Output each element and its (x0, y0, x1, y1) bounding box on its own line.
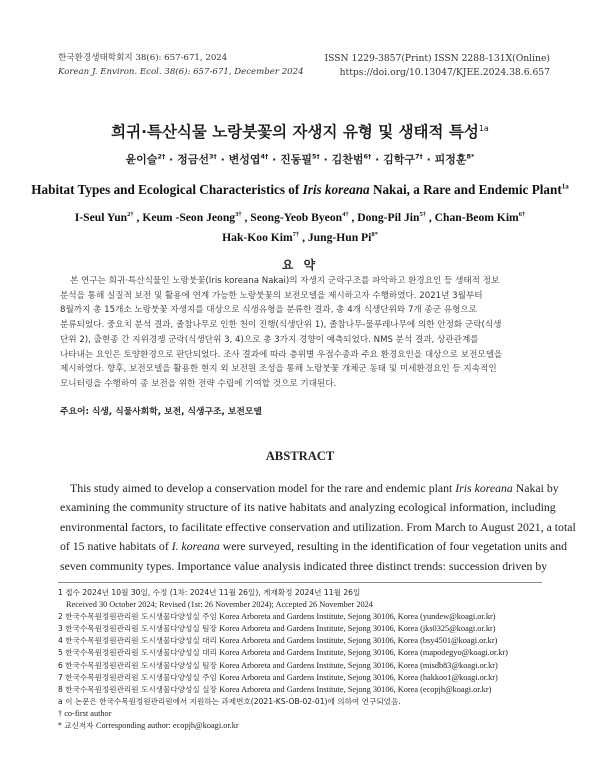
english-author-separator: , (299, 230, 308, 244)
keywords-list: 식생, 식물사회학, 보전, 식생구조, 보전모델 (91, 407, 262, 417)
korean-abstract-heading: 요 약 (281, 258, 319, 272)
english-title (0, 182, 600, 198)
english-abstract-species: Iris koreana (455, 481, 513, 495)
footnote-line (58, 647, 544, 659)
footnote-english: Corresponding author: ecopjh@koagi.or.kr (95, 721, 239, 731)
korean-abstract-body (60, 274, 542, 392)
english-abstract-text: environmental factors, to facilitate effective conservation and utilization. From March to August 2021, a total (60, 519, 576, 534)
footnote-english: Korea Arboreta and Gardens Institute, Sejong 30106, Korea (ecopjh@koagi.or.kr) (219, 684, 492, 694)
keywords-line (60, 404, 262, 417)
footnote-line (58, 599, 544, 611)
korean-author-separator: · (268, 153, 281, 166)
footnote-divider (58, 582, 542, 583)
korean-author-name: 변성엽 (228, 153, 261, 166)
korean-author-name: 김학구 (383, 153, 416, 166)
english-abstract-text: Nakai by (512, 481, 559, 495)
english-abstract-line (60, 557, 548, 576)
english-abstract-line (60, 518, 576, 537)
english-author-affiliation: 8* (371, 231, 378, 238)
korean-abstract-line: 분석을 통해 실질적 보전 및 활용에 연계 가능한 노랑붓꽃의 보전모델을 제시하고자 수행하였다. 2021년 3월부터 (60, 290, 483, 301)
footnote-english: Korea Arboreta and Gardens Institute, Sejong 30106, Korea (yundew@koagi.or.kr) (219, 612, 496, 622)
footnote-korean: 7 한국수목원정원관리원 도시생물다양성실 주임 (58, 672, 220, 682)
korean-author-separator: · (216, 153, 229, 166)
korean-abstract-line: 분류되었다. 중요치 분석 결과, 졸참나무로 인한 천이 진행(식생단위 1), 졸참나무-물푸레나무에 의한 안정화 군락(식생 (60, 320, 502, 331)
english-abstract-text: of 15 native habitats of (60, 539, 172, 554)
issn-line: ISSN 1229-3857(Print) ISSN 2288-131X(Online) (324, 53, 550, 64)
korean-abstract-line: 모니터링을 수행하여 종 보전을 위한 전략 수립에 기여할 것으로 기대된다. (60, 378, 337, 389)
english-title-post: Nakai, a Rare and Endemic Plant (369, 182, 562, 197)
english-abstract-species: I. koreana (171, 539, 220, 554)
english-author-affiliation: 5† (419, 211, 426, 218)
korean-author-name: 김찬범 (331, 153, 364, 166)
english-author-affiliation: 7† (292, 231, 300, 238)
english-abstract-text: This study aimed to develop a conservation model for the rare and endemic plant (70, 481, 456, 495)
english-author-affiliation: 2† (127, 211, 134, 218)
english-abstract-text: seven community types. Importance value analysis indicated three distinct trends: succession driven by (60, 558, 548, 573)
footnote-korean: 5 한국수목원정원관리원 도시생물다양성실 대리 (58, 648, 220, 658)
footnote-korean: 4 한국수목원정원관리원 도시생물다양성실 대리 (58, 636, 220, 646)
english-author-separator: , (348, 210, 358, 224)
korean-author-name: 진동필 (280, 153, 312, 166)
footnote-english: Korea Arboreta and Gardens Institute, Sejong 30106, Korea (hakkoo1@koagi.or.kr) (219, 672, 498, 682)
english-title-pre: Habitat Types and Ecological Characteristics of (31, 182, 303, 197)
english-author-name: Seong-Yeob Byeon (250, 210, 343, 224)
english-author-separator: , (241, 210, 251, 224)
english-author-name: Chan-Beom Kim (434, 210, 519, 224)
footnote-line (58, 635, 544, 647)
english-author-separator: , (425, 210, 435, 224)
korean-author-affiliation: 2† (157, 152, 166, 161)
footnote-korean: 8 한국수목원정원관리원 도시생물다양성실 실장 (58, 684, 220, 694)
keywords-label: 주요어: (60, 407, 90, 417)
footnote-line (58, 708, 544, 720)
korean-author-separator: · (319, 153, 332, 166)
english-abstract-heading: ABSTRACT (265, 449, 335, 463)
doi-link[interactable]: https://doi.org/10.13047/KJEE.2024.38.6.657 (339, 67, 550, 78)
footnote-line (58, 720, 544, 732)
footnote-line (58, 623, 544, 635)
footnote-korean: * 교신저자 (58, 721, 96, 731)
english-abstract-line (60, 498, 556, 517)
korean-title (0, 120, 600, 142)
korean-author-affiliation: 7† (415, 152, 423, 161)
korean-author-affiliation: 4† (260, 152, 269, 161)
footnote-korean: a 이 논문은 한국수목원정원관리원에서 지원하는 과제번호(2021-KS-OB-02-01)에 의하여 연구되었음. (58, 696, 401, 706)
english-abstract-line (60, 537, 568, 556)
korean-title-text: 희귀·특산식물 노랑붓꽃의 자생지 유형 및 생태적 특성 (111, 123, 479, 141)
footnote-english: Korea Arboreta and Gardens Institute, Sejong 30106, Korea (bsy4501@koagi.or.kr) (219, 636, 498, 646)
journal-citation-korean: 한국환경생태학회지 38(6): 657-671, 2024 (58, 53, 228, 63)
korean-author-name: 윤이슬 (125, 153, 158, 166)
footnote-line (58, 611, 544, 623)
footnote-english: Korea Arboreta and Gardens Institute, Sejong 30106, Korea (misdb83@koagi.or.kr) (219, 660, 498, 670)
english-author-name: Keum -Seon Jeong (142, 210, 236, 224)
english-abstract-text: were surveyed, resulting in the identification of four vegetation units and (219, 539, 568, 554)
journal-citation-english: Korean J. Environ. Ecol. 38(6): 657-671, December 2024 (58, 67, 304, 77)
footnote-english: Korea Arboreta and Gardens Institute, Sejong 30106, Korea (jks0325@koagi.or.kr) (219, 624, 496, 634)
english-author-name: Dong-Pil Jin (357, 210, 420, 224)
footnotes (58, 587, 544, 732)
english-abstract-body (60, 479, 576, 576)
footnote-korean: 3 한국수목원정원관리원 도시생물다양성실 팀장 (58, 624, 220, 634)
korean-abstract-line: 본 연구는 희귀·특산식물인 노랑붓꽃(Iris koreana Nakai)의 자생지 군락구조를 파악하고 환경요인 등 생태적 정보 (70, 276, 500, 286)
footnote-line (58, 672, 544, 684)
footnote-line (58, 696, 544, 708)
korean-title-sup: 1a (478, 123, 489, 133)
korean-abstract-line: 8월까지 총 15개소 노랑붓꽃 자생지를 대상으로 식생유형을 분류한 결과, 총 4개 식생단위와 7개 종군 유형으로 (60, 305, 477, 316)
korean-abstract-line: 제시하였다. 향후, 보전모델을 활용한 현지 외 보전원 조성을 통해 노랑붓꽃 개체군 동태 및 미세환경요인 등 지속적인 (60, 364, 497, 375)
korean-author-separator: · (165, 153, 178, 166)
korean-author-name: 피정훈 (434, 153, 467, 166)
footnote-korean: 6 한국수목원정원관리원 도시생물다양성실 팀장 (58, 660, 220, 670)
footnote-english: † co-first author (58, 708, 112, 718)
footnote-english: Korea Arboreta and Gardens Institute, Sejong 30106, Korea (mapodegyo@koagi.or.kr) (219, 648, 508, 658)
korean-author-name: 정금선 (177, 153, 209, 166)
english-title-species: Iris koreana (302, 182, 370, 197)
korean-abstract-line: 단위 2), 출현종 간 지위경쟁 군락(식생단위 3, 4)으로 총 3가지 경향이 예측되었다. NMS 분석 결과, 상관관계를 (60, 334, 479, 345)
footnote-line (58, 684, 544, 696)
english-author-list-line2 (0, 225, 600, 248)
korean-author-affiliation: 8* (466, 152, 475, 161)
english-author-affiliation: 6† (518, 211, 526, 218)
footnote-korean: 2 한국수목원정원관리원 도시생물다양성실 주임 (58, 612, 220, 622)
english-abstract-line (60, 479, 559, 498)
english-author-name: Hak-Koo Kim (222, 230, 293, 244)
korean-author-affiliation: 3† (208, 152, 217, 161)
english-author-separator: , (133, 210, 143, 224)
korean-abstract-line: 나타내는 요인은 토양환경으로 판단되었다. 조사 결과에 따라 층위별 우점수종과 주요 환경요인을 대상으로 보전모델을 (60, 349, 503, 360)
korean-author-list (0, 151, 600, 167)
footnote-english: Received 30 October 2024; Revised (1st: 26 November 2024); Accepted 26 November 2024 (66, 600, 373, 610)
korean-author-affiliation: 5† (311, 152, 320, 161)
english-author-affiliation: 3† (235, 211, 242, 218)
korean-author-affiliation: 6† (363, 152, 372, 161)
english-abstract-text: examining the community structure of its native habitats and analyzing ecological information, including (60, 500, 556, 515)
english-title-sup: 1a (561, 182, 569, 191)
footnote-line (58, 660, 544, 672)
footnote-line (58, 587, 544, 599)
english-author-name: Jung-Hun Pi (307, 230, 372, 244)
english-author-affiliation: 4† (342, 211, 349, 218)
footnote-korean: 1 접수 2024년 10월 30일, 수정 (1차: 2024년 11월 26일), 게재확정 2024년 11월 26일 (58, 588, 361, 597)
korean-author-separator: · (422, 153, 435, 166)
korean-author-separator: · (371, 153, 384, 166)
english-author-name: I-Seul Yun (74, 210, 128, 224)
